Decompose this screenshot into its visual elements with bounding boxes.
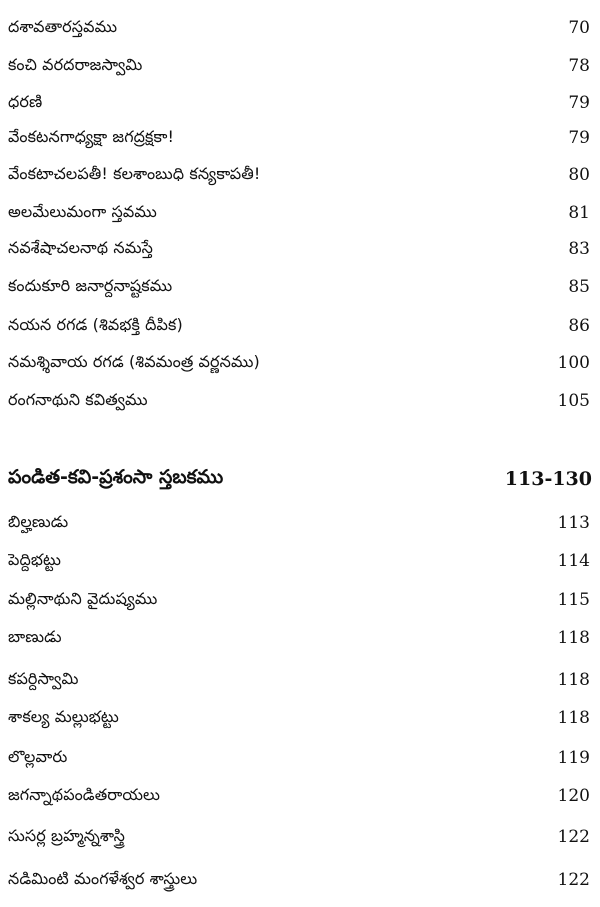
toc-entry-title: లొల్లవారు (8, 746, 68, 766)
toc-entry-page: 118 (557, 708, 590, 728)
toc-entry (8, 234, 590, 264)
toc-entry-page: 122 (557, 827, 590, 847)
toc-entry-title: వేంకటాచలపతీ! కలశాంబుధి కన్యకాపతీ! (8, 163, 261, 183)
toc-entry-page: 78 (568, 56, 590, 76)
toc-entry-page: 79 (568, 93, 590, 113)
toc-entry-title: కందుకూరి జనార్దనాష్టకము (8, 275, 173, 295)
toc-entry (8, 508, 590, 538)
toc-entry-title: పెద్దిభట్టు (8, 549, 61, 569)
toc-entry-page: 70 (568, 18, 590, 38)
toc-entry-page: 100 (557, 353, 590, 373)
toc-entry (8, 160, 590, 190)
toc-entry (8, 13, 590, 43)
toc-entry-title: జగన్నాథపండితరాయలు (8, 784, 161, 804)
toc-entry (8, 311, 590, 341)
section-title: పండిత-కవి-ప్రశంసా స్తబకము (8, 465, 224, 488)
toc-entry-page: 83 (568, 239, 590, 259)
toc-entry (8, 781, 590, 811)
toc-entry-title: వేంకటనగాధ్యక్షా జగద్రక్షకా! (8, 126, 174, 146)
toc-entry-page: 80 (568, 165, 590, 185)
toc-entry-page: 120 (557, 786, 590, 806)
toc-entry-title: నమశ్శివాయ రగడ (శివమంత్ర వర్ణనము) (8, 351, 260, 371)
toc-entry-page: 85 (568, 277, 590, 297)
toc-entry (8, 585, 590, 615)
section-page-range: 113-130 (504, 468, 592, 490)
toc-entry-title: శాకల్య మల్లుభట్టు (8, 706, 119, 726)
toc-entry-title: మల్లినాథుని వైదుష్యము (8, 588, 158, 608)
toc-entry (8, 546, 590, 576)
toc-entry-page: 86 (568, 316, 590, 336)
toc-entry-title: నవశేషాచలనాథ నమస్తే (8, 237, 154, 257)
toc-entry (8, 198, 590, 228)
toc-entry-page: 118 (557, 628, 590, 648)
toc-entry-page: 81 (568, 203, 590, 223)
toc-entry-title: నయన రగడ (శివభక్తి దీపిక) (8, 314, 183, 334)
toc-entry (8, 123, 590, 153)
section-heading (8, 462, 592, 496)
toc-entry-title: అలమేలుమంగా స్తవము (8, 201, 157, 221)
toc-entry-title: సుసర్ల బ్రహ్మన్నశాస్త్రి (8, 825, 125, 845)
toc-entry-page: 119 (557, 748, 590, 768)
toc-entry (8, 272, 590, 302)
toc-entry-page: 105 (557, 391, 590, 411)
toc-entry-page: 122 (557, 870, 590, 890)
toc-entry (8, 88, 590, 118)
toc-entry-page: 114 (557, 551, 590, 571)
toc-entry (8, 348, 590, 378)
toc-entry-page: 113 (557, 513, 590, 533)
toc-entry-title: దశావతారస్తవము (8, 16, 118, 36)
toc-entry-title: బాణుడు (8, 626, 62, 646)
toc-entry-page: 118 (557, 670, 590, 690)
toc-entry-title: కపర్దిస్వామి (8, 668, 79, 688)
toc-entry-title: రంగనాథుని కవిత్వము (8, 389, 148, 409)
toc-entry-page: 115 (557, 590, 590, 610)
toc-entry (8, 386, 590, 416)
toc-entry (8, 665, 590, 695)
toc-entry-title: బిల్హణుడు (8, 511, 69, 531)
toc-entry-title: నడిమింటి మంగళేశ్వర శాస్త్రులు (8, 868, 198, 888)
toc-entry-page: 79 (568, 128, 590, 148)
toc-entry (8, 51, 590, 81)
toc-entry (8, 743, 590, 773)
toc-entry (8, 623, 590, 653)
toc-entry (8, 703, 590, 733)
toc-entry-title: కంచి వరదరాజస్వామి (8, 54, 143, 74)
toc-entry (8, 822, 590, 852)
toc-entry (8, 865, 590, 895)
toc-entry-title: ధరణి (8, 91, 43, 111)
